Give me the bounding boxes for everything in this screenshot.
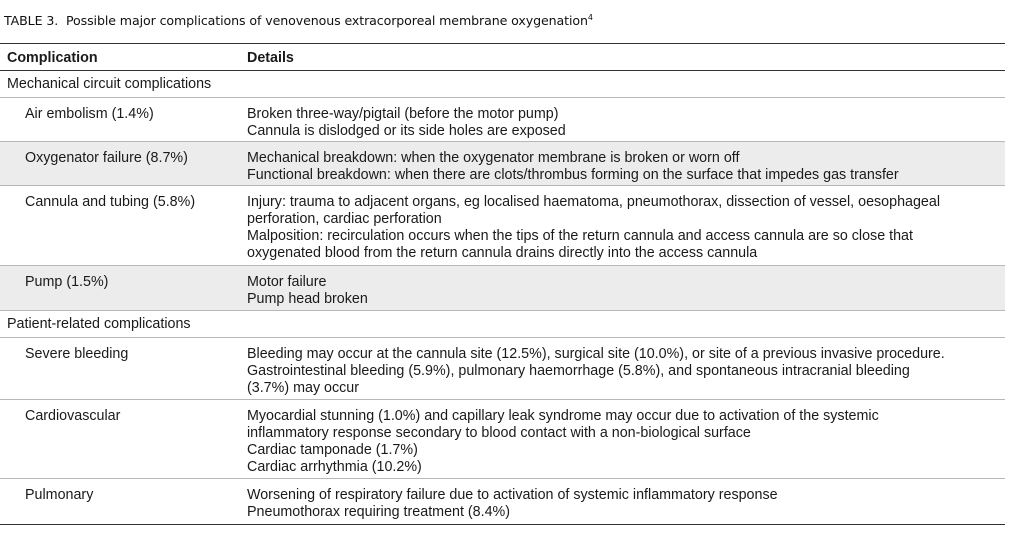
caption-label: TABLE 3.: [4, 13, 59, 28]
detail-line: Cardiac arrhythmia (10.2%): [247, 459, 422, 475]
complication-details: [247, 408, 1003, 476]
complication-name: Pulmonary: [25, 487, 94, 503]
section-title: Mechanical circuit complications: [7, 76, 212, 92]
table-row: [0, 186, 1005, 266]
complication-details: [247, 487, 1003, 521]
complication-name: Air embolism (1.4%): [25, 106, 154, 122]
detail-line: oxygenated blood from the return cannula drains directly into the access cannula: [247, 245, 758, 261]
detail-line: Broken three-way/pigtail (before the motor pump): [247, 106, 559, 122]
detail-line: Pneumothorax requiring treatment (8.4%): [247, 504, 511, 520]
caption-text: Possible major complications of venovenous extracorporeal membrane oxygenation: [65, 13, 588, 28]
section-patient-related: [0, 311, 1005, 338]
complications-table: [0, 43, 1005, 525]
complication-name: Cardiovascular: [25, 408, 121, 424]
table-caption: [4, 13, 593, 28]
detail-line: perforation, cardiac perforation: [247, 211, 442, 227]
detail-line: Cannula is dislodged or its side holes are exposed: [247, 123, 566, 139]
complication-name: Pump (1.5%): [25, 274, 109, 290]
complication-details: [247, 150, 1003, 184]
detail-line: Malposition: recirculation occurs when the tips of the return cannula and access cannula are so close that: [247, 228, 913, 244]
detail-line: (3.7%) may occur: [247, 380, 360, 396]
complication-name: Oxygenator failure (8.7%): [25, 150, 188, 166]
table-row: [0, 98, 1005, 142]
caption-reference: 4: [587, 12, 593, 22]
complication-details: [247, 274, 1003, 308]
table-row: [0, 479, 1005, 524]
complication-details: [247, 346, 1003, 397]
detail-line: Mechanical breakdown: when the oxygenator membrane is broken or worn off: [247, 150, 740, 166]
table-row: [0, 338, 1005, 400]
header-details: Details: [247, 50, 294, 66]
complication-details: [247, 106, 1003, 140]
table-row: [0, 142, 1005, 186]
complication-name: Severe bleeding: [25, 346, 129, 362]
table-header-row: [0, 44, 1005, 71]
header-complication: Complication: [7, 50, 98, 66]
detail-line: Cardiac tamponade (1.7%): [247, 442, 418, 458]
detail-line: Functional breakdown: when there are clots/thrombus forming on the surface that impedes gas transfer: [247, 167, 899, 183]
complication-details: [247, 194, 1003, 262]
section-mechanical: [0, 71, 1005, 98]
table-row: [0, 400, 1005, 479]
detail-line: Gastrointestinal bleeding (5.9%), pulmonary haemorrhage (5.8%), and spontaneous intracranial bleeding: [247, 363, 910, 379]
detail-line: inflammatory response secondary to blood contact with a non-biological surface: [247, 425, 751, 441]
detail-line: Injury: trauma to adjacent organs, eg localised haematoma, pneumothorax, dissection of vessel, oesophageal: [247, 194, 941, 210]
detail-line: Myocardial stunning (1.0%) and capillary leak syndrome may occur due to activation of the systemic: [247, 408, 879, 424]
section-title: Patient-related complications: [7, 316, 191, 332]
detail-line: Bleeding may occur at the cannula site (12.5%), surgical site (10.0%), or site of a previous invasive procedure.: [247, 346, 945, 362]
detail-line: Pump head broken: [247, 291, 368, 307]
detail-line: Worsening of respiratory failure due to activation of systemic inflammatory response: [247, 487, 778, 503]
detail-line: Motor failure: [247, 274, 327, 290]
table-row: [0, 266, 1005, 311]
complication-name: Cannula and tubing (5.8%): [25, 194, 196, 210]
